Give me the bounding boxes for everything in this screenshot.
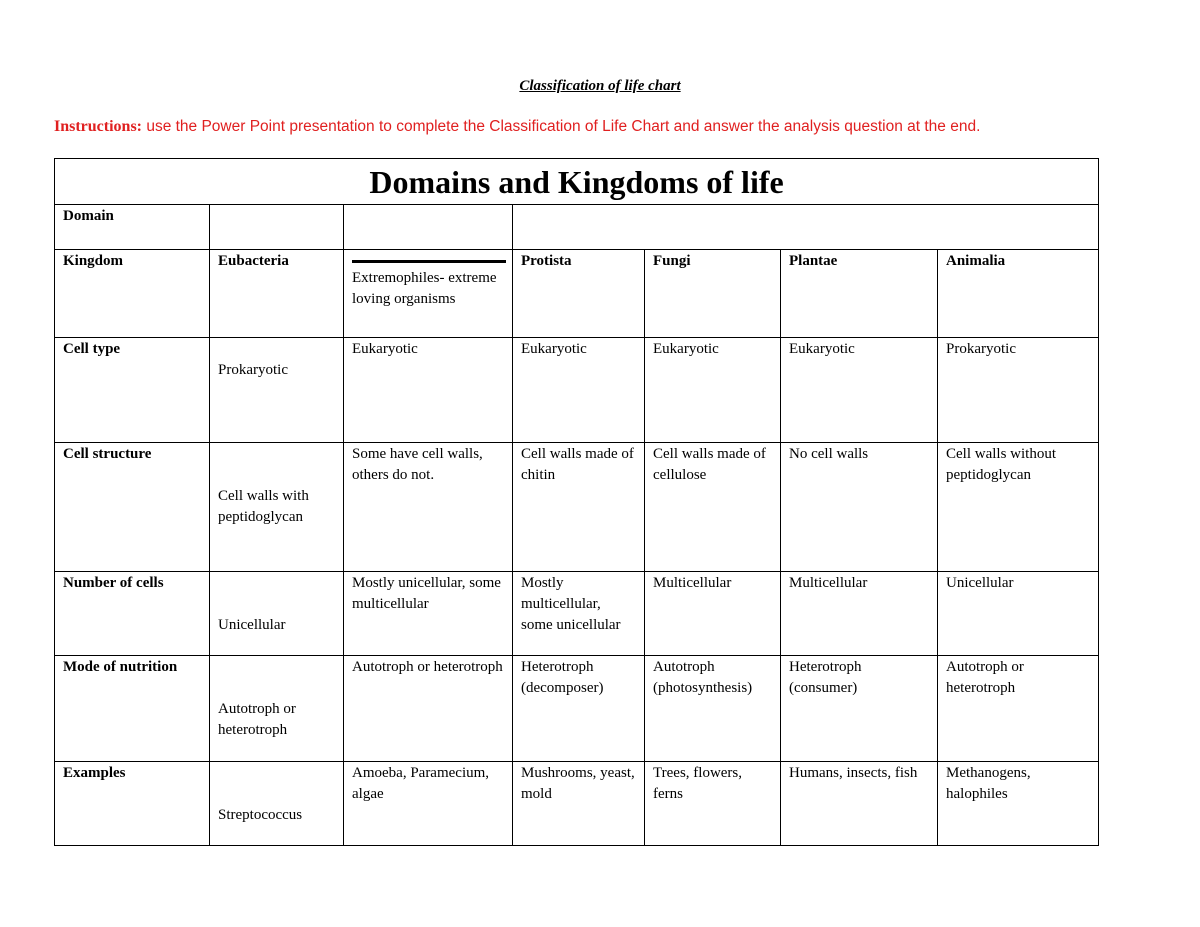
table-title: Domains and Kingdoms of life xyxy=(55,159,1099,205)
kingdom-eubacteria: Eubacteria xyxy=(210,250,344,338)
number-of-cells-c2: Mostly unicellular, some multicellular xyxy=(344,572,513,656)
cell-structure-c4: Cell walls made of cellulose xyxy=(645,443,781,572)
mode-of-nutrition-c1: Autotroph or heterotroph xyxy=(210,656,344,762)
number-of-cells-c6: Unicellular xyxy=(938,572,1099,656)
kingdom-row xyxy=(55,250,1099,338)
cell-type-c3: Eukaryotic xyxy=(513,338,645,443)
mode-of-nutrition-c6: Autotroph or heterotroph xyxy=(938,656,1099,762)
examples-c3: Mushrooms, yeast, mold xyxy=(513,762,645,846)
instructions xyxy=(54,118,1174,136)
document-title: Classification of life chart xyxy=(519,78,681,94)
cell-structure-c2: Some have cell walls, others do not. xyxy=(344,443,513,572)
kingdom-extremophiles xyxy=(344,250,513,338)
domain-cell-3 xyxy=(513,205,1099,250)
kingdom-animalia: Animalia xyxy=(938,250,1099,338)
number-of-cells-c4: Multicellular xyxy=(645,572,781,656)
row-label-cell-type: Cell type xyxy=(55,338,210,443)
row-label-cell-structure: Cell structure xyxy=(55,443,210,572)
number-of-cells-c3: Mostly multicellular, some unicellular xyxy=(513,572,645,656)
row-label-mode-of-nutrition: Mode of nutrition xyxy=(55,656,210,762)
row-label-examples: Examples xyxy=(55,762,210,846)
title-row xyxy=(55,159,1099,205)
row-label-kingdom: Kingdom xyxy=(55,250,210,338)
domain-row xyxy=(55,205,1099,250)
number-of-cells-row xyxy=(55,572,1099,656)
cell-structure-c3: Cell walls made of chitin xyxy=(513,443,645,572)
cell-type-row xyxy=(55,338,1099,443)
kingdom-fungi: Fungi xyxy=(645,250,781,338)
mode-of-nutrition-c2: Autotroph or heterotroph xyxy=(344,656,513,762)
examples-row xyxy=(55,762,1099,846)
examples-c5: Humans, insects, fish xyxy=(781,762,938,846)
kingdom-plantae: Plantae xyxy=(781,250,938,338)
row-label-number-of-cells: Number of cells xyxy=(55,572,210,656)
cell-type-c4: Eukaryotic xyxy=(645,338,781,443)
domain-cell-2 xyxy=(344,205,513,250)
cell-structure-row xyxy=(55,443,1099,572)
mode-of-nutrition-c3: Heterotroph (decomposer) xyxy=(513,656,645,762)
mode-of-nutrition-row xyxy=(55,656,1099,762)
kingdom-protista: Protista xyxy=(513,250,645,338)
cell-type-c2: Eukaryotic xyxy=(344,338,513,443)
number-of-cells-c5: Multicellular xyxy=(781,572,938,656)
examples-c2: Amoeba, Paramecium, algae xyxy=(344,762,513,846)
blank-answer-line xyxy=(352,260,506,263)
cell-structure-c5: No cell walls xyxy=(781,443,938,572)
examples-c6: Methanogens, halophiles xyxy=(938,762,1099,846)
domain-cell-1 xyxy=(210,205,344,250)
cell-structure-c6: Cell walls without peptidoglycan xyxy=(938,443,1099,572)
cell-type-c1: Prokaryotic xyxy=(210,338,344,443)
examples-c4: Trees, flowers, ferns xyxy=(645,762,781,846)
number-of-cells-c1: Unicellular xyxy=(210,572,344,656)
cell-type-c6: Prokaryotic xyxy=(938,338,1099,443)
row-label-domain: Domain xyxy=(55,205,210,250)
kingdom-extremophiles-text: Extremophiles- extreme loving organisms xyxy=(352,270,497,307)
examples-c1: Streptococcus xyxy=(210,762,344,846)
mode-of-nutrition-c4: Autotroph (photosynthesis) xyxy=(645,656,781,762)
cell-structure-c1: Cell walls with peptidoglycan xyxy=(210,443,344,572)
instructions-label: Instructions: xyxy=(54,118,143,135)
classification-table xyxy=(54,158,1099,846)
instructions-text: use the Power Point presentation to complete the Classification of Life Chart and answer the analysis question at the end. xyxy=(142,118,981,135)
cell-type-c5: Eukaryotic xyxy=(781,338,938,443)
mode-of-nutrition-c5: Heterotroph (consumer) xyxy=(781,656,938,762)
